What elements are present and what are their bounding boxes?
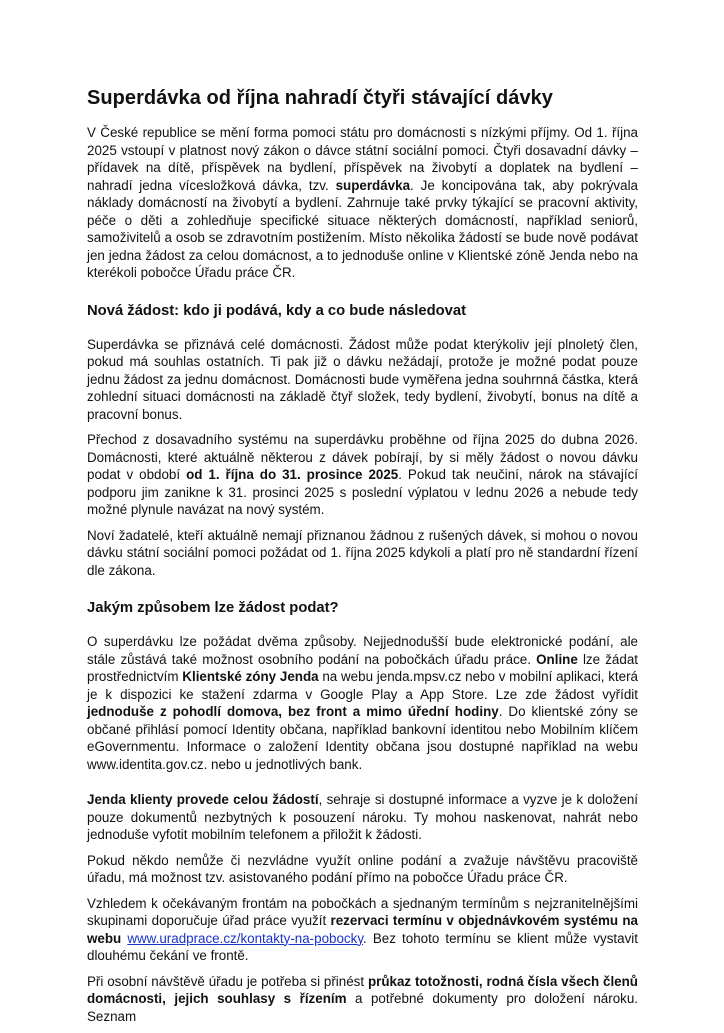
- page-title: Superdávka od října nahradí čtyři stávající dávky: [87, 87, 553, 109]
- bold-text: superdávka: [335, 177, 411, 193]
- document-page: [87, 86, 638, 1033]
- paragraph: Pokud někdo nemůže či nezvládne využít online podání a zvažuje návštěvu pracoviště úřadu, má možnost tzv. asistovaného podání přímo na pobočce Úřadu práce ČR.: [87, 852, 638, 885]
- paragraph: O superdávku lze požádat dvěma způsoby. Nejjednodušší bude elektronické podání, ale stále zůstává také možnost osobního podání na pobočkách úřadu práce. Online lze žádat prostřednictvím Klientské zóny Jenda na webu jenda.mpsv.cz nebo v mobilní aplikaci, která je k dispozici ke stažení zdarma v Google Play a App Store. Lze zde žádost vyřídit jednoduše z pohodlí domova, bez front a mimo úřední hodiny. Do klientské zóny se občané přihlásí pomocí Identity občana, například bankovní identitou nebo Mobilním klíčem eGovernmentu. Informace o založení Identity občana jsou dostupné například na webu www.identita.gov.cz. nebo u jednotlivých bank.: [87, 634, 639, 772]
- bold-text: Jenda klienty provede celou žádostí: [87, 792, 319, 807]
- bold-text: rezervaci termínu v objednávkovém systému na webu: [87, 913, 638, 946]
- bold-text: Online: [536, 651, 578, 667]
- paragraph: Vzhledem k očekávaným frontám na pobočkách a sjednaným termínům s nejzranitelnějšími skupinami doporučuje úřad práce využít rezervaci termínu v objednávkovém systému na webu www.uradprace.cz/kontakty-na-pobocky. Bez tohoto termínu se klient může vystavit dlouhému čekání ve frontě.: [87, 895, 638, 963]
- bold-text: průkaz totožnosti, rodná čísla všech členů domácnosti, jejich souhlasy s řízením: [87, 973, 638, 1006]
- paragraph: Přechod z dosavadního systému na superdávku proběhne od října 2025 do dubna 2026. Domácnosti, které aktuálně některou z dávek pobírají, by si měly žádost o novou dávku podat v období od 1. října do 31. prosince 2025. Pokud tak neučiní, nárok na stávající podporu jim zanikne k 31. prosinci 2025 s poslední výplatou v lednu 2026 a nebude tedy možné plynule navázat na nový systém.: [87, 432, 639, 517]
- section-heading-new-application: Nová žádost: kdo ji podává, kdy a co bude následovat: [87, 302, 467, 319]
- paragraph: Superdávka se přiznává celé domácnosti. Žádost může podat kterýkoliv její plnoletý člen, pokud má souhlas ostatních. Ti pak již o dávku nežádají, protože je možné podat pouze jednu žádost za jednu domácnost. Domácnosti bude vyměřena jedna souhrnná částka, která zohlední situaci domácnosti na základě čtyř složek, tedy bydlení, živobytí, bonus na dítě a pracovní bonus.: [87, 336, 638, 422]
- paragraph: Jenda klienty provede celou žádostí, sehraje si dostupné informace a vyzve je k doložení pouze dokumentů nezbytných k posouzení nároku. Ty mohou naskenovat, nahrát nebo jednoduše vyfotit mobilním telefonem a přiložit k žádosti.: [87, 792, 638, 842]
- bold-text: jednoduše z pohodlí domova, bez front a mimo úřední hodiny: [87, 704, 499, 719]
- paragraph: Při osobní návštěvě úřadu je potřeba si přinést průkaz totožnosti, rodná čísla všech členů domácnosti, jejich souhlasy s řízením a potřebné dokumenty pro doložení nároku. Seznam: [87, 973, 639, 1024]
- section-heading-how-to-apply: Jakým způsobem lze žádost podat?: [87, 600, 339, 616]
- bold-text: Klientské zóny Jenda: [182, 669, 319, 684]
- intro-paragraph: V České republice se mění forma pomoci státu pro domácnosti s nízkými příjmy. Od 1. října 2025 vstoupí v platnost nový zákon o dávce státní sociální pomoci. Čtyři dosavadní dávky – přídavek na dítě, příspěvek na bydlení, příspěvek na živobytí a doplatek na bydlení – nahradí jedna vícesložková dávka, tzv. superdávka. Je koncipována tak, aby pokrývala náklady domácností na živobytí a bydlení. Zahrnuje také prvky týkající se pracovní aktivity, péče o děti a zohledňuje specifické situace některých domácností, například seniorů, samoživitelů a osob se zdravotním postižením. Místo několika žádostí se bude nově podávat jen jedna žádost za celou domácnost, a to jednoduše online v Klientské zóně Jenda nebo na kterékoli pobočce Úřadu práce ČR.: [87, 125, 638, 280]
- uradprace-contacts-link[interactable]: www.uradprace.cz/kontakty-na-pobocky: [127, 930, 364, 946]
- paragraph: Noví žadatelé, kteří aktuálně nemají přiznanou žádnou z rušených dávek, si mohou o novou dávku státní sociální pomoci požádat od 1. října 2025 kdykoli a platí pro ně standardní řízení dle zákona.: [87, 527, 638, 578]
- bold-text: od 1. října do 31. prosince 2025: [186, 467, 399, 482]
